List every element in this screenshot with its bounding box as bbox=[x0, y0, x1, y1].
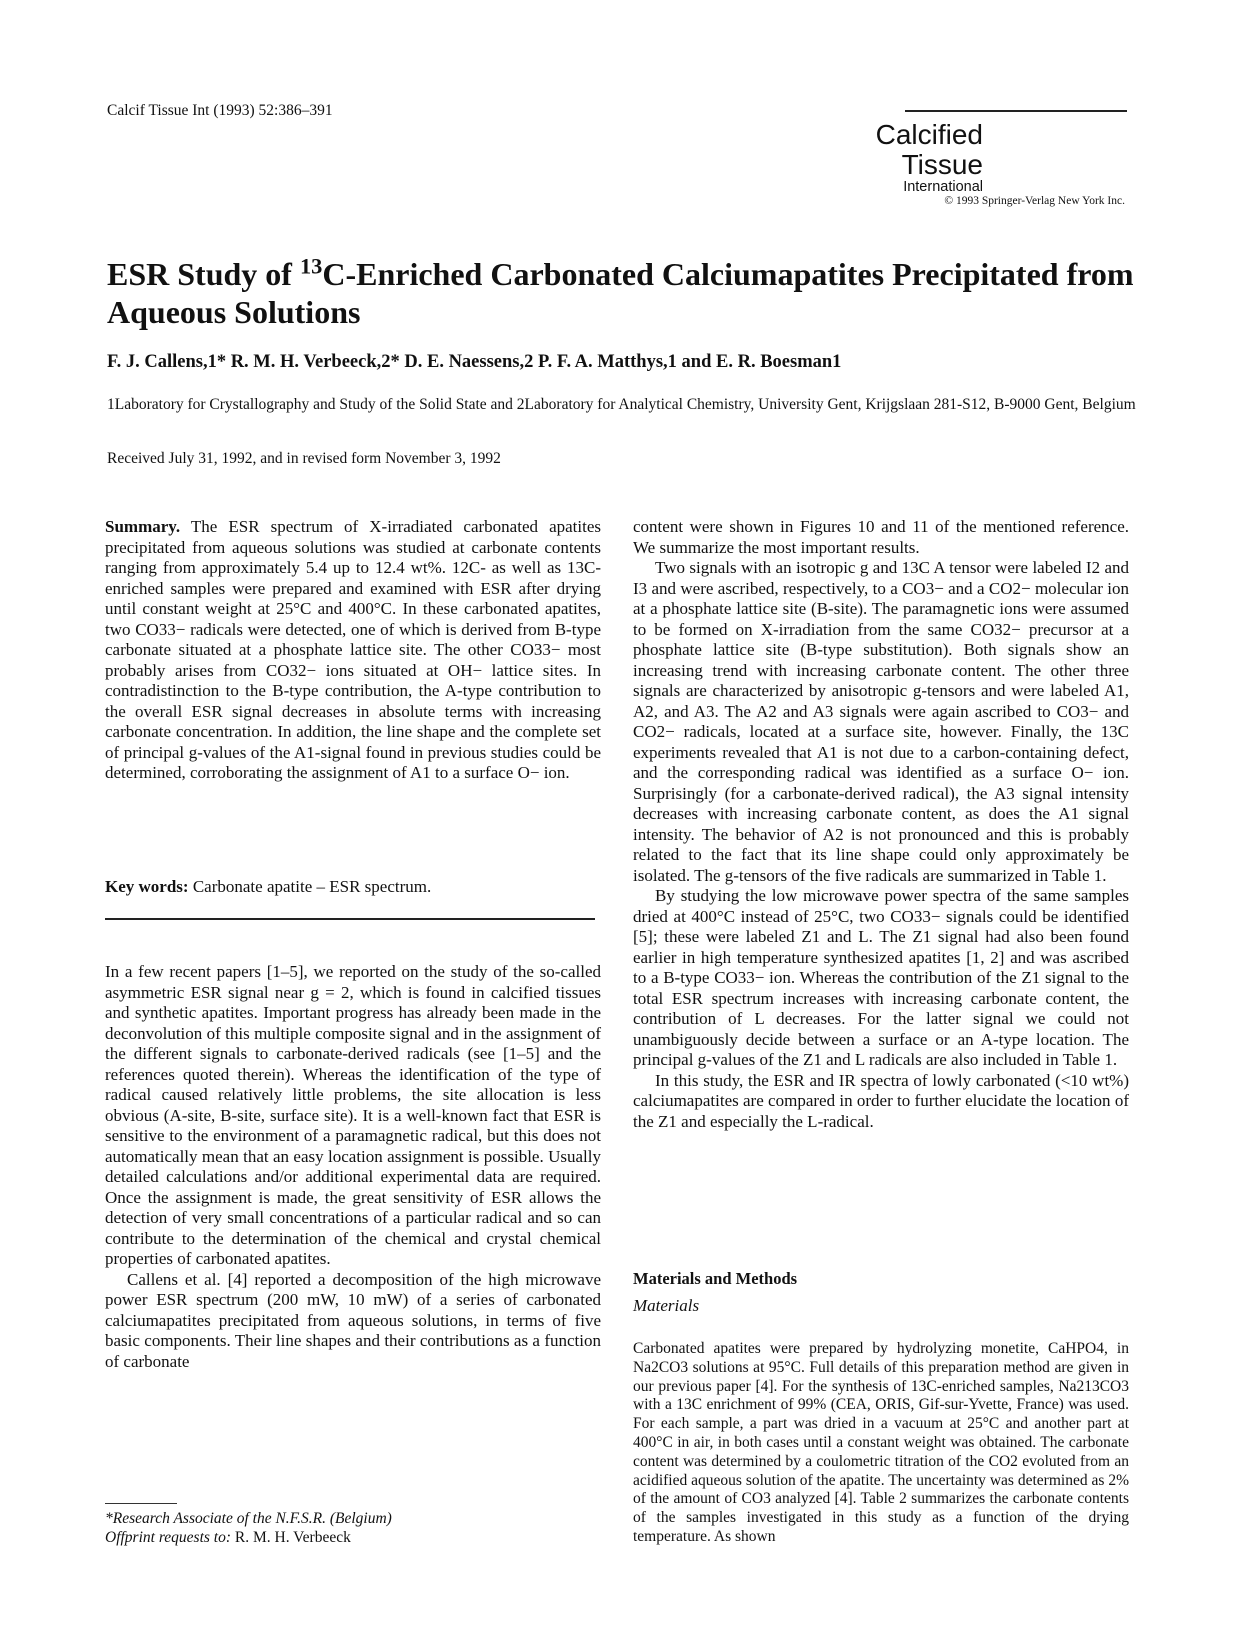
right-paragraph-1: content were shown in Figures 10 and 11 of the mentioned reference. We summarize the most important results. bbox=[633, 517, 1129, 557]
right-paragraph-4: In this study, the ESR and IR spectra of lowly carbonated (<10 wt%) calciumapatites are compared in order to further elucidate the location of the Z1 and especially the L-radical. bbox=[633, 1070, 1129, 1131]
title-superscript: 13 bbox=[299, 253, 323, 279]
offprint-label: Offprint requests to: bbox=[105, 1529, 232, 1546]
article-title bbox=[107, 255, 1147, 331]
keywords-label: Key words: bbox=[105, 877, 189, 896]
title-part2: C-Enriched Carbonated Calciumapatites Precipitated from Aqueous Solutions bbox=[107, 256, 1134, 330]
methods-heading: Materials and Methods bbox=[633, 1269, 798, 1288]
summary-block bbox=[105, 517, 601, 784]
right-column-body bbox=[633, 517, 1129, 1132]
title-part1: ESR Study of bbox=[107, 256, 300, 292]
journal-name-line2: Tissue bbox=[901, 149, 983, 180]
footnote bbox=[105, 1509, 601, 1547]
copyright: © 1993 Springer-Verlag New York Inc. bbox=[944, 195, 1125, 207]
summary-text: The ESR spectrum of X-irradiated carbonated apatites precipitated from aqueous solutions was studied at carbonate contents ranging from approximately 5.4 up to 12.4 wt%. 12C- as well as 13C-enriched samples were prepared and examined with ESR after drying until constant weight at 25°C and 400°C. In these carbonated apatites, two CO33− radicals were detected, one of which is derived from B-type carbonate situated at a phosphate lattice site. The other CO33− most probably arises from CO32− ions situated at OH− lattice sites. In contradistinction to the B-type contribution, the A-type contribution to the overall ESR signal decreases in absolute terms with increasing carbonate concentration. In addition, the line shape and the complete set of principal g-values of the A1-signal found in previous studies could be determined, corroborating the assignment of A1 to a surface O− ion. bbox=[105, 517, 601, 782]
author-list: F. J. Callens,1* R. M. H. Verbeeck,2* D. E. Naessens,2 P. F. A. Matthys,1 and E. R. Boesman1 bbox=[107, 352, 842, 372]
summary-label: Summary. bbox=[105, 517, 181, 536]
intro-paragraph-1: In a few recent papers [1–5], we reported on the study of the so-called asymmetric ESR signal near g = 2, which is found in calcified tissues and synthetic apatites. Important progress has already been made in the deconvolution of this multiple composite signal and in the assignment of the different signals to carbonate-derived radicals (see [1–5] and the references quoted therein). Whereas the identification of the type of radical caused relatively little problems, the site allocation is less obvious (A-site, B-site, surface site). It is a well-known fact that ESR is sensitive to the environment of a paramagnetic radical, but this does not automatically mean that an easy location assignment is possible. Usually detailed calculations and/or additional experimental data are required. Once the assignment is made, the great sensitivity of ESR allows the detection of very small concentrations of a particular radical and so can contribute to the determination of the chemical and crystal chemical properties of carbonated apatites. bbox=[105, 962, 601, 1268]
introduction bbox=[105, 962, 601, 1372]
journal-name-line1: Calcified bbox=[875, 119, 983, 150]
footnote-rule bbox=[105, 1503, 177, 1504]
offprint-name: R. M. H. Verbeeck bbox=[234, 1529, 351, 1546]
materials-text: Carbonated apatites were prepared by hydrolyzing monetite, CaHPO4, in Na2CO3 solutions at 95°C. Full details of this preparation method are given in our previous paper [4]. For the synthesis of 13C-enriched samples, Na213CO3 with a 13C enrichment of 99% (CEA, ORIS, Gif-sur-Yvette, France) was used. For each sample, a part was dried in a vacuum at 25°C and another part at 400°C in air, in both cases until a constant weight was obtained. The carbonate content was determined by a coulometric titration of the CO2 evoluted from an acidified aqueous solution of the apatite. The uncertainty was determined as 2% of the amount of CO3 analyzed [4]. Table 2 summarizes the carbonate contents of the samples investigated in this study as a function of the drying temperature. As shown bbox=[633, 1340, 1129, 1545]
keywords-text: Carbonate apatite – ESR spectrum. bbox=[192, 877, 432, 896]
received-date: Received July 31, 1992, and in revised form November 3, 1992 bbox=[107, 450, 501, 467]
right-paragraph-3: By studying the low microwave power spectra of the same samples dried at 400°C instead of 25°C, two CO33− signals could be identified [5]; these were labeled Z1 and L. The Z1 signal had also been found earlier in high temperature synthesized apatites [1, 2] and was ascribed to a B-type CO33− ion. Whereas the contribution of the Z1 signal to the total ESR spectrum increases with increasing carbonate content, the contribution of L decreases. For the latter signal we could not unambiguously decide between a surface or an A-type location. The principal g-values of the Z1 and L radicals are also included in Table 1. bbox=[633, 886, 1129, 1069]
journal-name-line3: International bbox=[903, 179, 983, 195]
footnote-line1: *Research Associate of the N.F.S.R. (Belgium) bbox=[105, 1510, 392, 1527]
keywords-block bbox=[105, 877, 601, 898]
section-divider bbox=[105, 918, 595, 920]
masthead-rule bbox=[905, 110, 1127, 112]
affiliation: 1Laboratory for Crystallography and Study of the Solid State and 2Laboratory for Analytical Chemistry, University Gent, Krijgslaan 281-S12, B-9000 Gent, Belgium bbox=[107, 396, 1136, 413]
materials-subheading: Materials bbox=[633, 1296, 700, 1315]
journal-citation: Calcif Tissue Int (1993) 52:386–391 bbox=[107, 102, 333, 119]
materials-text-block bbox=[633, 1340, 1129, 1547]
intro-paragraph-2: Callens et al. [4] reported a decomposition of the high microwave power ESR spectrum (200 mW, 10 mW) of a series of carbonated calciumapatites precipitated from aqueous solutions, in terms of five basic components. Their line shapes and their contributions as a function of carbonate bbox=[105, 1269, 601, 1371]
right-paragraph-2: Two signals with an isotropic g and 13C A tensor were labeled I2 and I3 and were ascribed, respectively, to a CO3− and a CO2− molecular ion at a phosphate lattice site (B-site). The paramagnetic ions were assumed to be formed on X-irradiation from the same CO32− precursor at a phosphate lattice site (B-type substitution). Both signals show an increasing trend with increasing carbonate content. The other three signals are characterized by anisotropic g-tensors and were labeled A1, A2, and A3. The A2 and A3 signals were again ascribed to CO3− and CO2− radicals, located at a surface site, however. Finally, the 13C experiments revealed that A1 is not due to a carbon-containing defect, and the corresponding radical was identified as a surface O− ion. Surprisingly (for a carbonate-derived radical), the A3 signal intensity decreases with increasing carbonate content, as does the A1 signal intensity. The behavior of A2 is not pronounced and this is probably related to the fact that its line shape could only approximately be isolated. The g-tensors of the five radicals are summarized in Table 1. bbox=[633, 558, 1129, 885]
